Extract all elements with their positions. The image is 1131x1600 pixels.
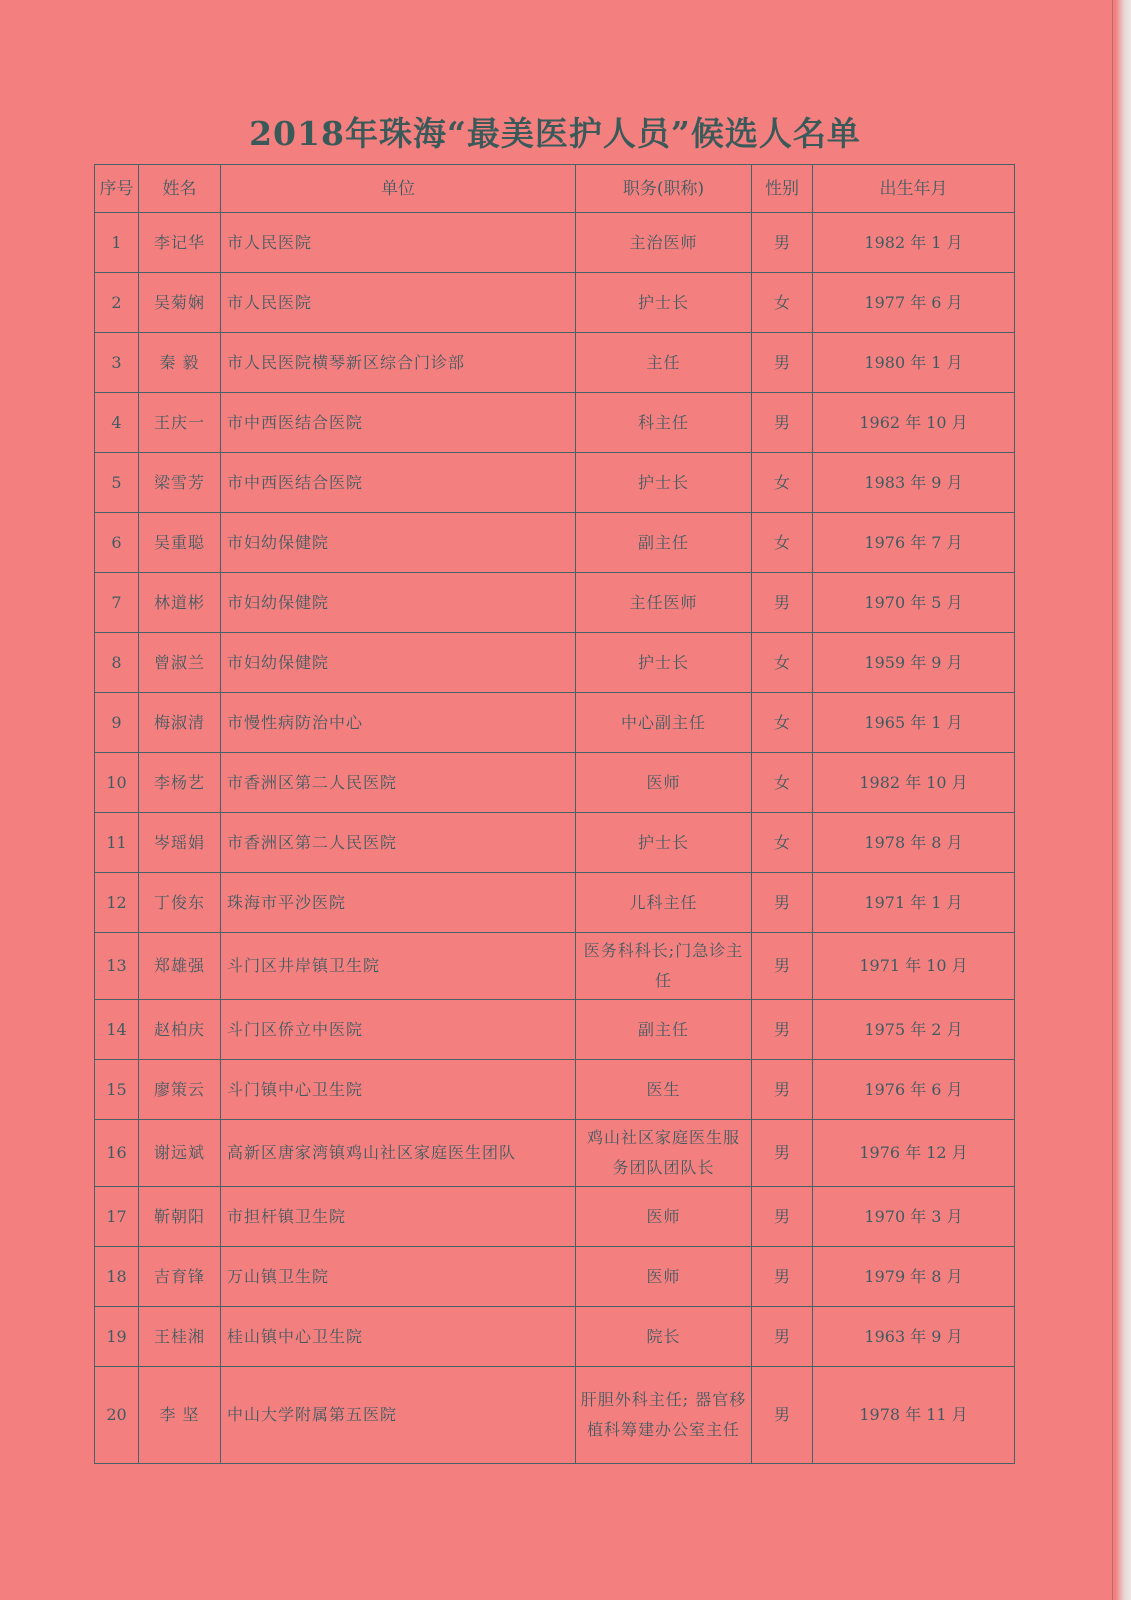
cell-gender: 男 bbox=[752, 1187, 813, 1247]
header-unit: 单位 bbox=[221, 165, 576, 213]
header-row bbox=[95, 165, 1015, 213]
cell-unit: 市中西医结合医院 bbox=[221, 393, 576, 453]
header-position: 职务(职称) bbox=[576, 165, 752, 213]
cell-gender: 男 bbox=[752, 873, 813, 933]
cell-position: 主治医师 bbox=[576, 213, 752, 273]
table-row bbox=[95, 453, 1015, 513]
cell-position: 护士长 bbox=[576, 273, 752, 333]
cell-position: 副主任 bbox=[576, 513, 752, 573]
cell-unit: 斗门镇中心卫生院 bbox=[221, 1060, 576, 1120]
table-row bbox=[95, 573, 1015, 633]
cell-position: 护士长 bbox=[576, 453, 752, 513]
table-row bbox=[95, 333, 1015, 393]
cell-unit: 高新区唐家湾镇鸡山社区家庭医生团队 bbox=[221, 1120, 576, 1187]
cell-gender: 男 bbox=[752, 333, 813, 393]
cell-position: 护士长 bbox=[576, 813, 752, 873]
cell-no: 15 bbox=[95, 1060, 139, 1120]
header-name: 姓名 bbox=[139, 165, 221, 213]
cell-birth: 1979 年 8 月 bbox=[813, 1247, 1015, 1307]
cell-name: 王庆一 bbox=[139, 393, 221, 453]
table-row bbox=[95, 213, 1015, 273]
scan-edge bbox=[1115, 0, 1131, 1600]
header-birth: 出生年月 bbox=[813, 165, 1015, 213]
cell-unit: 市人民医院横琴新区综合门诊部 bbox=[221, 333, 576, 393]
table-row bbox=[95, 633, 1015, 693]
cell-name: 岑瑶娟 bbox=[139, 813, 221, 873]
cell-no: 14 bbox=[95, 1000, 139, 1060]
table-row bbox=[95, 1120, 1015, 1187]
cell-unit: 市人民医院 bbox=[221, 213, 576, 273]
cell-no: 6 bbox=[95, 513, 139, 573]
cell-unit: 市妇幼保健院 bbox=[221, 573, 576, 633]
cell-name: 丁俊东 bbox=[139, 873, 221, 933]
cell-gender: 男 bbox=[752, 1060, 813, 1120]
table-row bbox=[95, 1000, 1015, 1060]
table-row bbox=[95, 693, 1015, 753]
cell-unit: 市妇幼保健院 bbox=[221, 513, 576, 573]
cell-no: 5 bbox=[95, 453, 139, 513]
cell-name: 郑雄强 bbox=[139, 933, 221, 1000]
cell-position: 医务科科长;门急诊主任 bbox=[576, 933, 752, 1000]
cell-birth: 1976 年 12 月 bbox=[813, 1120, 1015, 1187]
cell-no: 17 bbox=[95, 1187, 139, 1247]
cell-no: 13 bbox=[95, 933, 139, 1000]
table-row bbox=[95, 753, 1015, 813]
cell-name: 吴菊娴 bbox=[139, 273, 221, 333]
cell-position: 医生 bbox=[576, 1060, 752, 1120]
cell-name: 梁雪芳 bbox=[139, 453, 221, 513]
cell-no: 4 bbox=[95, 393, 139, 453]
cell-birth: 1970 年 3 月 bbox=[813, 1187, 1015, 1247]
cell-position: 院长 bbox=[576, 1307, 752, 1367]
table-row bbox=[95, 813, 1015, 873]
cell-position: 护士长 bbox=[576, 633, 752, 693]
cell-no: 8 bbox=[95, 633, 139, 693]
cell-name: 梅淑清 bbox=[139, 693, 221, 753]
cell-gender: 女 bbox=[752, 633, 813, 693]
cell-position: 中心副主任 bbox=[576, 693, 752, 753]
cell-gender: 男 bbox=[752, 1247, 813, 1307]
cell-position: 医师 bbox=[576, 753, 752, 813]
cell-name: 吉育锋 bbox=[139, 1247, 221, 1307]
cell-birth: 1982 年 10 月 bbox=[813, 753, 1015, 813]
table-row bbox=[95, 873, 1015, 933]
cell-unit: 市香洲区第二人民医院 bbox=[221, 813, 576, 873]
cell-birth: 1976 年 6 月 bbox=[813, 1060, 1015, 1120]
cell-birth: 1976 年 7 月 bbox=[813, 513, 1015, 573]
cell-name: 赵柏庆 bbox=[139, 1000, 221, 1060]
cell-position: 主任 bbox=[576, 333, 752, 393]
cell-gender: 男 bbox=[752, 1307, 813, 1367]
cell-name: 李杨艺 bbox=[139, 753, 221, 813]
cell-unit: 万山镇卫生院 bbox=[221, 1247, 576, 1307]
cell-name: 秦 毅 bbox=[139, 333, 221, 393]
cell-unit: 市慢性病防治中心 bbox=[221, 693, 576, 753]
cell-unit: 市人民医院 bbox=[221, 273, 576, 333]
cell-no: 11 bbox=[95, 813, 139, 873]
table-body bbox=[95, 213, 1015, 1464]
cell-unit: 斗门区侨立中医院 bbox=[221, 1000, 576, 1060]
cell-gender: 男 bbox=[752, 573, 813, 633]
cell-unit: 珠海市平沙医院 bbox=[221, 873, 576, 933]
cell-gender: 女 bbox=[752, 813, 813, 873]
cell-gender: 男 bbox=[752, 1000, 813, 1060]
cell-unit: 桂山镇中心卫生院 bbox=[221, 1307, 576, 1367]
table-row bbox=[95, 273, 1015, 333]
cell-name: 谢远斌 bbox=[139, 1120, 221, 1187]
cell-birth: 1971 年 1 月 bbox=[813, 873, 1015, 933]
cell-no: 12 bbox=[95, 873, 139, 933]
header-gender: 性别 bbox=[752, 165, 813, 213]
table-row bbox=[95, 1367, 1015, 1464]
cell-gender: 女 bbox=[752, 693, 813, 753]
candidate-table bbox=[94, 164, 1015, 1464]
cell-position: 科主任 bbox=[576, 393, 752, 453]
cell-birth: 1963 年 9 月 bbox=[813, 1307, 1015, 1367]
cell-position: 医师 bbox=[576, 1247, 752, 1307]
cell-position: 主任医师 bbox=[576, 573, 752, 633]
cell-unit: 中山大学附属第五医院 bbox=[221, 1367, 576, 1464]
cell-unit: 斗门区井岸镇卫生院 bbox=[221, 933, 576, 1000]
table-row bbox=[95, 1060, 1015, 1120]
table-row bbox=[95, 1187, 1015, 1247]
table-row bbox=[95, 393, 1015, 453]
cell-gender: 男 bbox=[752, 1367, 813, 1464]
cell-no: 16 bbox=[95, 1120, 139, 1187]
cell-name: 李 坚 bbox=[139, 1367, 221, 1464]
cell-name: 廖策云 bbox=[139, 1060, 221, 1120]
cell-no: 10 bbox=[95, 753, 139, 813]
table-row bbox=[95, 933, 1015, 1000]
cell-no: 20 bbox=[95, 1367, 139, 1464]
cell-gender: 女 bbox=[752, 753, 813, 813]
cell-position: 鸡山社区家庭医生服务团队团队长 bbox=[576, 1120, 752, 1187]
cell-unit: 市香洲区第二人民医院 bbox=[221, 753, 576, 813]
cell-name: 王桂湘 bbox=[139, 1307, 221, 1367]
cell-gender: 男 bbox=[752, 393, 813, 453]
cell-birth: 1970 年 5 月 bbox=[813, 573, 1015, 633]
cell-unit: 市中西医结合医院 bbox=[221, 453, 576, 513]
cell-birth: 1983 年 9 月 bbox=[813, 453, 1015, 513]
table-row bbox=[95, 513, 1015, 573]
cell-gender: 女 bbox=[752, 453, 813, 513]
table-row bbox=[95, 1247, 1015, 1307]
cell-gender: 男 bbox=[752, 213, 813, 273]
document-title: 2018年珠海“最美医护人员”候选人名单 bbox=[249, 114, 861, 153]
page-edge-line bbox=[1112, 0, 1113, 1600]
cell-birth: 1978 年 8 月 bbox=[813, 813, 1015, 873]
cell-name: 曾淑兰 bbox=[139, 633, 221, 693]
cell-gender: 女 bbox=[752, 273, 813, 333]
cell-no: 9 bbox=[95, 693, 139, 753]
cell-birth: 1977 年 6 月 bbox=[813, 273, 1015, 333]
cell-position: 副主任 bbox=[576, 1000, 752, 1060]
cell-gender: 男 bbox=[752, 933, 813, 1000]
cell-unit: 市妇幼保健院 bbox=[221, 633, 576, 693]
table-row bbox=[95, 1307, 1015, 1367]
cell-no: 19 bbox=[95, 1307, 139, 1367]
cell-position: 儿科主任 bbox=[576, 873, 752, 933]
cell-birth: 1978 年 11 月 bbox=[813, 1367, 1015, 1464]
cell-position: 肝胆外科主任; 器官移植科筹建办公室主任 bbox=[576, 1367, 752, 1464]
header-no: 序号 bbox=[95, 165, 139, 213]
cell-no: 7 bbox=[95, 573, 139, 633]
cell-birth: 1975 年 2 月 bbox=[813, 1000, 1015, 1060]
cell-birth: 1980 年 1 月 bbox=[813, 333, 1015, 393]
cell-birth: 1965 年 1 月 bbox=[813, 693, 1015, 753]
cell-no: 3 bbox=[95, 333, 139, 393]
cell-name: 靳朝阳 bbox=[139, 1187, 221, 1247]
cell-birth: 1982 年 1 月 bbox=[813, 213, 1015, 273]
cell-name: 林道彬 bbox=[139, 573, 221, 633]
cell-gender: 男 bbox=[752, 1120, 813, 1187]
cell-name: 李记华 bbox=[139, 213, 221, 273]
cell-no: 18 bbox=[95, 1247, 139, 1307]
cell-no: 2 bbox=[95, 273, 139, 333]
cell-unit: 市担杆镇卫生院 bbox=[221, 1187, 576, 1247]
cell-birth: 1971 年 10 月 bbox=[813, 933, 1015, 1000]
cell-birth: 1962 年 10 月 bbox=[813, 393, 1015, 453]
cell-no: 1 bbox=[95, 213, 139, 273]
cell-birth: 1959 年 9 月 bbox=[813, 633, 1015, 693]
cell-position: 医师 bbox=[576, 1187, 752, 1247]
cell-gender: 女 bbox=[752, 513, 813, 573]
cell-name: 吴重聪 bbox=[139, 513, 221, 573]
